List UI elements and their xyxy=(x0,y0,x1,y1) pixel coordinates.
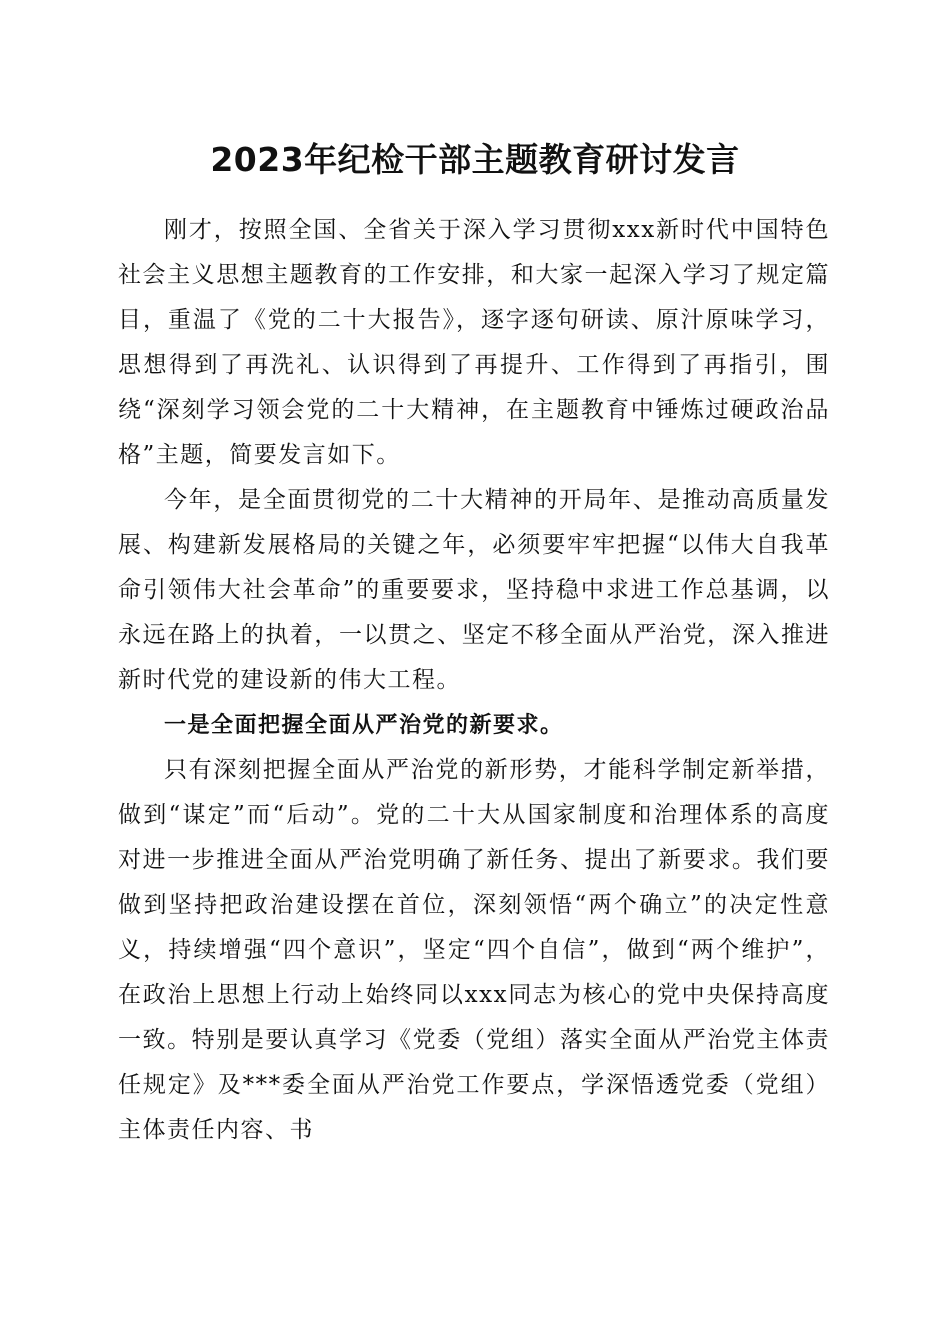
paragraph-intro: 刚才，按照全国、全省关于深入学习贯彻xxx新时代中国特色社会主义思想主题教育的工作安排，和大家一起深入学习了规定篇目，重温了《党的二十大报告》，逐字逐句研读、原汁原味学习，思想得到了再洗礼、认识得到了再提升、工作得到了再指引，围绕“深刻学习领会党的二十大精神，在主题教育中锤炼过硬政治品格”主题，简要发言如下。 xyxy=(118,217,830,468)
document-title: 2023年纪检干部主题教育研讨发言 xyxy=(210,140,740,179)
paragraph-this-year: 今年，是全面贯彻党的二十大精神的开局年、是推动高质量发展、构建新发展格局的关键之年，必须要牢牢把握“以伟大自我革命引领伟大社会革命”的重要要求，坚持稳中求进工作总基调，以永远在路上的执着，一以贯之、坚定不移全面从严治党，深入推进新时代党的建设新的伟大工程。 xyxy=(118,487,830,693)
section-heading-1: 一是全面把握全面从严治党的新要求。 xyxy=(164,713,564,738)
document-body xyxy=(118,208,830,1153)
paragraph-section-1: 只有深刻把握全面从严治党的新形势，才能科学制定新举措，做到“谋定”而“后动”。党的二十大从国家制度和治理体系的高度对进一步推进全面从严治党明确了新任务、提出了新要求。我们要做到坚持把政治建设摆在首位，深刻领悟“两个确立”的决定性意义，持续增强“四个意识”，坚定“四个自信”，做到“两个维护”，在政治上思想上行动上始终同以xxx同志为核心的党中央保持高度一致。特别是要认真学习《党委（党组）落实全面从严治党主体责任规定》及***委全面从严治党工作要点，学深悟透党委（党组）主体责任内容、书 xyxy=(118,757,830,1143)
